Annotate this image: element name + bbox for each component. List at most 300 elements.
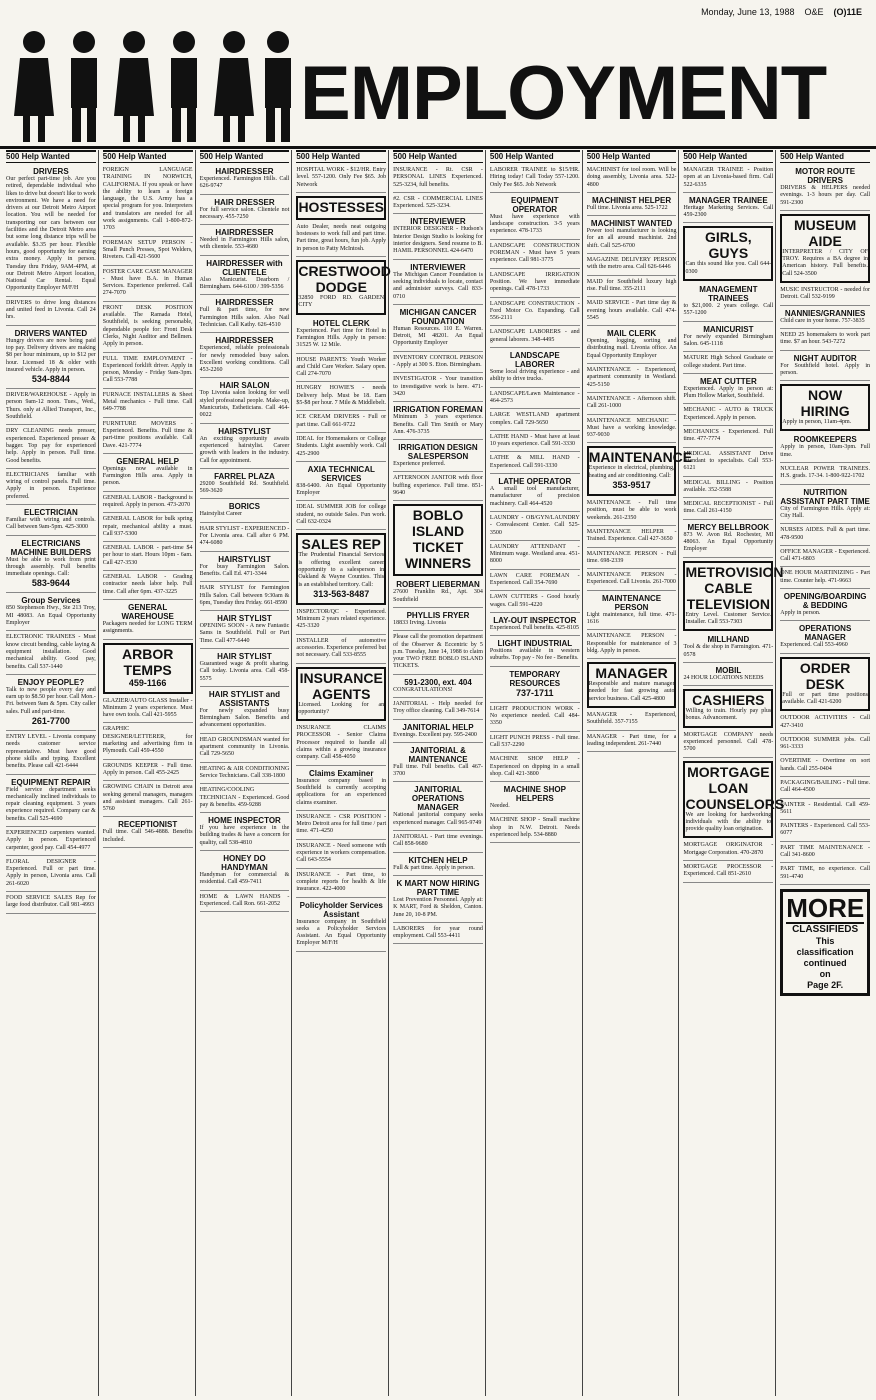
classified-ad — [393, 216, 483, 259]
ad-headline: MOTOR ROUTE DRIVERS — [795, 167, 856, 185]
classified-ad — [490, 454, 580, 474]
ad-headline: DRIVERS WANTED — [14, 328, 88, 338]
classified-ad — [296, 724, 386, 765]
classified-ad — [780, 623, 870, 653]
ad-body: MECHANIC - AUTO & TRUCK Experienced. Apply in person. — [683, 407, 774, 421]
ad-body: Hungry drivers are now being paid top pay. Delivery drivers are making $8 per hour minimum, up to $12 per hour. Licensed 18 & older with insured vehicle. Apply in person. — [6, 337, 96, 373]
issue-date: Monday, June 13, 1988 — [701, 7, 795, 17]
classified-ad — [6, 894, 96, 914]
classified-ad — [6, 858, 96, 892]
classified-ad — [490, 300, 580, 327]
classified-ad — [393, 404, 483, 440]
classified-ad — [103, 268, 193, 302]
classified-ad — [103, 725, 193, 759]
classified-ad — [587, 446, 693, 496]
ad-body: OUTDOOR SUMMER jobs. Call 961-3333 — [780, 736, 871, 751]
classified-ad — [200, 554, 290, 583]
ad-headline: MANAGER — [595, 665, 668, 682]
classified-ad — [393, 610, 483, 631]
ad-headline: LANDSCAPE LABORER — [509, 351, 560, 370]
ad-headline: MUSEUM AIDE — [794, 216, 857, 249]
ad-headline: Policyholder Services Assistant — [299, 900, 383, 919]
classified-ad — [780, 714, 870, 734]
classified-ad — [393, 633, 483, 674]
section-label: 500 Help Wanted — [490, 150, 580, 163]
ad-body: HOME & LAWN HANDS - Experienced. Call Ron. 661-2052 — [199, 893, 290, 907]
ad-headline: GENERAL WAREHOUSE — [121, 602, 174, 621]
classified-ad — [683, 841, 773, 861]
classified-ad — [683, 376, 773, 405]
ad-body: HOUSE PARENTS: Youth Worker and Child Care Worker. Salary open. Call 274-7070 — [296, 356, 387, 378]
classified-ad — [780, 526, 870, 546]
classified-ad — [393, 878, 483, 923]
ad-body: LARGE WESTLAND apartment complex. Call 729-5650 — [489, 412, 580, 426]
ad-headline: ENJOY PEOPLE? — [17, 677, 85, 687]
classified-ad — [490, 328, 580, 348]
ad-headline: LIGHT INDUSTRIAL — [497, 639, 573, 649]
ad-body: Apply in person. — [780, 610, 821, 617]
classified-columns — [4, 150, 872, 1396]
classified-ad — [200, 380, 290, 423]
ad-body: Responsible and mature manager needed for fast growing auto service business. Call 425-4800 — [588, 681, 675, 702]
ad-body: PART TIME MAINTENANCE - Call 341-8600 — [780, 844, 871, 859]
ad-body: Field service department seeks mechanically inclined individuals to repair cleaning equipment. 3 years experience required. Company car & benefits. Call 525-4690 — [6, 786, 96, 822]
classified-ad — [683, 500, 773, 520]
classified-column — [294, 150, 389, 1396]
classified-ad — [103, 456, 193, 492]
classified-ad — [6, 507, 96, 536]
ad-headline: MICHIGAN CANCER FOUNDATION — [399, 307, 477, 326]
ad-body: ICE CREAM DRIVERS - Full or part time. Call 661-9722 — [296, 414, 387, 428]
ad-body: LAUNDRY - OB/GYN/LAUNDRY - Convalescent Center. Call 525-3500 — [489, 514, 580, 536]
ad-body: LANDSCAPE LABORERS - and general laborers. 348-4495 — [489, 329, 580, 343]
ad-body: GROUNDS KEEPER - Full time. Apply in person. Call 455-2425 — [102, 762, 193, 776]
ad-body: 24 HOUR LOCATIONS NEEDS — [683, 674, 764, 681]
ad-body: Insurance company in Southfield seeks a Policyholder Services Assistant. An Equal Opportunity Employer M/F/H — [296, 918, 387, 947]
classified-ad — [587, 571, 677, 591]
classified-ad — [6, 633, 96, 674]
classified-ad — [490, 242, 580, 269]
ad-phone: 459-1166 — [128, 677, 167, 688]
ad-body: INVESTIGATOR - Your transition to investigative work is here. 471-3420 — [393, 376, 483, 397]
section-label: 500 Help Wanted — [780, 150, 870, 163]
ad-body: INSTALLER of automotive accessories. Experience preferred but not necessary. Call 533-8555 — [296, 637, 387, 659]
classified-ad — [103, 355, 193, 389]
classified-ad — [393, 474, 483, 501]
ad-headline: ROOMKEEPERS — [793, 435, 857, 445]
classified-ad — [587, 593, 677, 631]
section-label: 500 Help Wanted — [683, 150, 773, 163]
ad-body: Handyman for commercial & residential. Call 459-7411 — [199, 872, 290, 886]
classified-ad — [780, 657, 870, 712]
classified-ad — [587, 256, 677, 276]
ad-headline: EQUIPMENT OPERATOR — [511, 195, 559, 214]
ad-body: Top Livonia salon looking for well styled professional people. Make-up, Manicurists, Estheticians. Call 464-0022 — [199, 390, 290, 419]
ad-body: Full time. Full benefits. Call 467-3700 — [393, 763, 483, 778]
classified-ad — [103, 420, 193, 454]
ad-body: PAINTERS - Experienced. Call 553-6077 — [780, 823, 871, 837]
ad-body: MACHINE SHOP - Small machine shop in N.W. Detroit. Needs experienced help. 534-8880 — [489, 817, 580, 839]
classified-ad — [103, 819, 193, 848]
ad-headline: ROBERT LIEBERMAN — [396, 580, 480, 590]
classified-ad — [296, 813, 386, 840]
classified-ad — [490, 433, 580, 453]
classified-ad — [780, 822, 870, 842]
ad-headline: TEMPORARY RESOURCES — [509, 669, 561, 688]
ad-body: NEED 25 homemakers to work part time. $7 an hour. 543-7272 — [780, 331, 871, 346]
classified-ad — [683, 450, 773, 477]
ad-body: MAINTENANCE PERSON - Full time. 698-2339 — [586, 550, 677, 564]
ad-body: Minimum 3 years experience. Benefits. Call Tim Smith or Mary Ann. 476-3735 — [393, 414, 483, 435]
section-label: 500 Help Wanted — [200, 150, 290, 163]
ad-headline: IRRIGATION DESIGN SALESPERSON — [398, 443, 478, 462]
more-title: MORE — [786, 892, 865, 923]
masthead — [0, 24, 876, 149]
ad-body: ELECTRICIANS familiar with wiring of control panels. Full time. Apply in person. Experience preferred. — [6, 471, 96, 500]
classified-ad — [780, 331, 870, 351]
ad-headline: HAIRDRESSER — [215, 298, 274, 308]
ad-body: to $21,000. 2 years college. Call 557-1200 — [683, 303, 774, 317]
ad-headline: HAIR STYLIST and ASSISTANTS — [208, 689, 281, 708]
ad-headline: HAIR SALON — [219, 381, 270, 391]
ad-body: MANAGER TRAINEE - Position open at an Livonia-based firm. Call 522-6335 — [683, 167, 774, 188]
ad-body: HAIR STYLIST for Farmington Hills Salon. Call between 9:30am & 6pm, Tuesday thru Friday. 661-8590 — [199, 585, 290, 606]
ad-headline: HAIRSTYLIST — [218, 426, 271, 436]
classified-ad — [393, 195, 483, 215]
ad-body: Apply in person, 11am-4pm. — [782, 419, 852, 426]
classified-ad — [6, 733, 96, 774]
classified-ad — [780, 214, 870, 283]
ad-body: We are looking for hardworking individuals with the ability to provide quality loan origination. — [685, 811, 772, 833]
classified-ad — [393, 722, 483, 743]
ad-body: INTERPRETER / CITY OF TROY. Requires a BA degree in American history. Full benefits. Call 524-3500 — [782, 248, 869, 277]
classified-ad — [587, 550, 677, 570]
classified-ad — [296, 318, 386, 354]
classified-ad — [6, 538, 96, 594]
classified-ad — [393, 700, 483, 720]
ad-body: 838-6400. An Equal Opportunity Employer — [296, 482, 387, 497]
ad-body: MORTGAGE COMPANY needs experienced personnel. Call 478-5700 — [683, 731, 774, 753]
classified-ad — [200, 893, 290, 913]
ad-body: LANDSCAPE CONSTRUCTION - Ford Motor Co. Expanding. Call 556-2111 — [489, 300, 580, 322]
ad-body: Also Manicurist. Dearborn / Birmingham. 644-6100 / 399-5356 — [199, 276, 290, 291]
ad-body: INSURANCE - CSR POSITION - Metro Detroit area for full time / part time. 471-4250 — [296, 813, 387, 835]
ad-body: MORTGAGE PROCESSOR - Experienced. Call 851-2610 — [683, 864, 774, 878]
ad-body: MAINTENANCE - Full time position, must be able to work weekends. 261-2350 — [586, 500, 677, 521]
classified-ad — [200, 197, 290, 226]
classified-ad — [393, 833, 483, 853]
ad-body: OFFICE MANAGER - Experienced. Call 471-6803 — [780, 548, 871, 563]
ad-headline: MOBIL — [715, 665, 742, 675]
ad-body: PAINTER - Residential. Call 459-5611 — [780, 801, 871, 815]
ad-body: Full or part time positions available. Call 421-6200 — [782, 691, 869, 705]
ad-body: MAINTENANCE MECHANIC - Must have a working knowledge. 937-9030 — [586, 417, 677, 439]
classified-ad — [6, 166, 96, 297]
classified-ad — [296, 413, 386, 433]
ad-body: AFTERNOON JANITOR with floor buffing experience. Full time. 851-9640 — [393, 475, 483, 497]
ad-body: HEATING & AIR CONDITIONING Service Technicians. Call 338-1800 — [199, 765, 290, 779]
classified-ad — [683, 761, 785, 839]
classified-ad — [490, 476, 580, 512]
classified-ad — [393, 504, 483, 576]
classified-ad — [780, 779, 870, 799]
ad-body: GENERAL LABOR for bulk spring repair, mechanical ability a must. Call 937-5300 — [102, 516, 193, 537]
classified-ad — [200, 765, 290, 785]
ad-headline: INSURANCE AGENTS — [299, 669, 383, 702]
ad-body: 850 Stephenson Hwy., Ste 213 Troy, MI 48083. An Equal Opportunity Employer — [6, 605, 96, 627]
classified-ad — [780, 591, 870, 621]
classified-ad — [200, 736, 290, 763]
ad-body: National janitorial company seeks experienced manager. Call 965-9749 — [393, 812, 483, 826]
ad-body: Opening, logging, sorting and distributing mail. Livonia office. An Equal Opportunity Employer — [586, 338, 677, 359]
classified-ad — [490, 669, 580, 703]
classified-ad — [780, 865, 870, 885]
ad-headline: METROVISION CABLE TELEVISION — [685, 563, 784, 612]
ad-body: IDEAL SUMMER JOB for college student, no outside Sales. Fun work. Call 632-0324 — [296, 504, 387, 526]
ad-body: GENERAL LABOR - part-time $4 per hour to start. Hours 10pm - 6am. Call 427-3530 — [102, 545, 193, 566]
classified-ad — [6, 829, 96, 856]
classified-ad — [200, 815, 290, 851]
ad-body: Experience in electrical, plumbing, heating and air conditioning. Call: — [588, 465, 675, 479]
ad-body: ENTRY LEVEL - Livonia company needs customer service representative. Must have good phone skills and typing. Excellent benefits. Please call 421-6444 — [6, 734, 96, 770]
classified-ad — [200, 335, 290, 378]
ad-headline: BOBLO ISLAND TICKET WINNERS — [404, 507, 472, 572]
classified-ad — [683, 561, 784, 632]
ad-headline: LAY-OUT INSPECTOR — [493, 615, 577, 625]
ad-headline: MAIL CLERK — [606, 329, 657, 339]
classified-ad — [683, 634, 773, 663]
classified-ad — [103, 783, 193, 817]
ad-body: Some local driving experience - and ability to drive trucks. — [489, 369, 580, 383]
classified-ad — [780, 801, 870, 821]
ad-body: FRONT DESK POSITION available. The Ramada Hotel, Southfield, is seeking personable, dependable people for: Front Desk Clerks, Night Auditor and Bellmen. Apply in person. — [102, 304, 193, 348]
classified-ad — [103, 515, 193, 542]
classified-ad — [200, 471, 290, 500]
classified-column — [198, 150, 293, 1396]
ad-headline: MERCY BELLBROOK — [687, 522, 770, 532]
ad-body: LAUNDRY ATTENDANT - Minimum wage. Westland area. 451-8000 — [489, 543, 580, 565]
ad-headline: HAIRDRESSER — [215, 336, 274, 346]
ad-headline: INTERVIEWER — [410, 262, 466, 272]
classified-ad — [490, 166, 580, 193]
classified-ad — [587, 711, 677, 731]
classified-column — [101, 150, 196, 1396]
ad-body: HEAD GROUNDSMAN wanted for apartment community in Livonia. Call 729-5650 — [199, 736, 290, 758]
classified-ad — [490, 572, 580, 592]
ad-body: INSURANCE - Rt. CSR - PERSONAL LINES Experienced. 525-3234, full benefits. — [393, 167, 483, 188]
ad-body: MACHINE SHOP HELP - Experienced on dipping in a small shop. Call 421-3800 — [489, 756, 580, 777]
classified-ad — [296, 356, 386, 383]
edition-label: O&E — [804, 7, 824, 17]
ad-headline: K MART NOW HIRING PART TIME — [396, 878, 480, 897]
ad-body: Evenings. Excellent pay. 595-2400 — [393, 731, 477, 738]
classified-ad — [296, 637, 386, 664]
ad-body: For busy Farmington Salon. Benefits. Call Ed. 471-3344 — [199, 563, 290, 577]
ad-headline: PHYLLIS FRYER — [406, 610, 470, 620]
ad-body: Human Resources. 110 E. Warren. Detroit, MI 48201. An Equal Opportunity Employer — [393, 325, 483, 347]
ad-body: INVENTORY CONTROL PERSON - Apply at 300 S. Eton. Birmingham. — [393, 354, 483, 369]
classified-ad — [200, 501, 290, 522]
ad-phone: 583-9644 — [31, 578, 70, 589]
classified-ad — [780, 844, 870, 864]
classified-column — [391, 150, 486, 1396]
ad-body: FOREMAN SETUP PERSON - Small Punch Presses, Spot Welders, Riveters. Call 421-5600 — [102, 239, 193, 261]
classified-ad — [296, 166, 386, 193]
classified-ad — [683, 479, 773, 499]
ad-body: 27600 Franklin Rd., Apt. 304 Southfield — [393, 589, 483, 603]
classified-ad — [296, 435, 386, 462]
ad-body: For newly expanded Birmingham Salon. 645-1118 — [683, 333, 774, 347]
classified-ad — [393, 166, 483, 193]
ad-body: MECHANICS - Experienced. Full time. 477-7774 — [683, 429, 774, 443]
ad-body: Familiar with wiring and controls. Call between 9am-5pm. 425-3000 — [6, 516, 96, 531]
ad-headline: HONEY DO HANDYMAN — [221, 854, 268, 873]
classified-ad — [6, 299, 96, 326]
ad-body: DRY CLEANING needs presser, experienced. Experienced presser & bagger. Top pay for experienced help. Apply in person. Full time. Good benefits. — [6, 428, 96, 464]
ad-body: Can this sound like you. Call 644-0300 — [685, 261, 772, 275]
ad-body: 29200 Southfield Rd. Southfield. 569-3620 — [199, 480, 290, 495]
page-number: (O)11E — [833, 7, 862, 17]
ad-body: LAWN CUTTERS - Good hourly wages. Call 591-4220 — [489, 594, 580, 608]
ad-phone: 353-9517 — [612, 480, 651, 491]
ad-body: 18833 Irving. Livonia — [393, 619, 446, 626]
classified-ad — [490, 543, 580, 570]
ad-body: MEDICAL BILLING - Position available. 352-5588 — [683, 479, 774, 493]
classified-ad — [200, 525, 290, 552]
ad-body: Experience preferred. — [393, 461, 446, 468]
classified-ad — [296, 384, 386, 411]
ad-headline: NUTRITION ASSISTANT PART TIME — [780, 487, 870, 506]
ad-headline: SALES REP — [301, 536, 381, 553]
ad-body: MORTGAGE ORIGINATOR - Mortgage Corporation. 470-2870 — [683, 842, 774, 856]
ad-body: Positions available in western suburbs. Top pay - No fee - Benefits. — [489, 648, 580, 662]
ad-headline: Group Services — [21, 596, 81, 606]
ad-headline: OPERATIONS MANAGER — [798, 624, 852, 643]
classified-ad — [780, 736, 870, 756]
classified-ad — [296, 871, 386, 898]
ad-body: INTERIOR DESIGNER - Hudson's Interior Design Studio is looking for interior designers. Send resume to B. HAMIL PERSONNEL 424-6470 — [393, 226, 483, 255]
classified-ad — [103, 544, 193, 571]
ad-headline: HAIRDRESSER — [215, 167, 274, 176]
ad-body: Light maintenance, full time. 471-1616 — [586, 611, 677, 625]
ad-body: INSURANCE - Need someone with experience in workers compensation. Call 643-5554 — [296, 842, 387, 864]
classified-ad — [103, 573, 193, 600]
classified-ad — [587, 662, 677, 708]
ad-body: GROWING CHAIN in Detroit area seeking general managers, managers and assistant managers. Call 261-5760 — [102, 784, 193, 813]
ad-body: MAINTENANCE PERSON - Responsible for maintenance of 3 bldg. Apply in person. — [586, 633, 677, 654]
ad-body: Experienced. Call 553-4960 — [780, 642, 848, 649]
classified-ad — [683, 665, 773, 686]
ad-body: Tool & die shop in Farmington. 471-0578 — [683, 644, 774, 658]
ad-body: Needed in Farmington Hills salon, with clientele. 553-4680 — [199, 237, 290, 251]
classified-ad — [587, 195, 677, 216]
classified-ad — [490, 390, 580, 410]
ad-body: LABORERS for year round employment. Call 553-4411 — [393, 925, 483, 940]
ad-body: FURNITURE MOVERS - Experienced. Benefits. Full time & part-time positions available. Call Dave. 421-7774 — [102, 420, 193, 449]
ad-headline: HAIR STYLIST — [217, 614, 272, 624]
ad-headline: EQUIPMENT REPAIR — [11, 777, 91, 787]
ad-headline: ELECTRICIANS MACHINE BUILDERS — [10, 538, 92, 557]
classified-ad — [296, 260, 391, 315]
ad-body: The Michigan Cancer Foundation is seeking individuals to locate, contact and administer surveys. Call 833-0710 — [393, 271, 483, 300]
classified-ad — [587, 733, 677, 753]
ad-body: Full & part time. Apply in person. — [393, 864, 475, 871]
classified-column — [4, 150, 99, 1396]
classified-ad — [780, 384, 870, 431]
classified-ad — [6, 328, 96, 389]
ad-body: Licensed. Looking for an opportunity? — [298, 701, 385, 715]
classified-ad — [780, 757, 870, 777]
classified-ad — [490, 705, 580, 732]
ad-body: MATURE High School Graduate or college student. Part time. — [683, 355, 774, 369]
classified-ad — [587, 366, 677, 393]
classified-ad — [103, 762, 193, 782]
ad-headline: DRIVERS — [33, 167, 69, 176]
section-label: 500 Help Wanted — [6, 150, 96, 163]
classified-ad — [587, 632, 677, 659]
ad-body: GENERAL LABOR - Background is required. Apply in person. 473-2070 — [102, 494, 193, 508]
section-label: 500 Help Wanted — [587, 150, 677, 163]
ad-body: MUSIC INSTRUCTOR - needed for Detroit. Call 532-9199 — [780, 287, 871, 301]
ad-body: FULL TIME EMPLOYMENT - Experienced forklift driver. Apply in person, Monday - Friday 9am-3pm. Call 553-7788 — [102, 355, 193, 384]
classified-ad — [296, 667, 386, 722]
classified-ad — [780, 487, 870, 525]
more-classifieds-box — [780, 889, 870, 996]
classified-ad — [200, 853, 290, 891]
ad-body: Heritage Marketing Services. Call 459-2300 — [683, 204, 774, 219]
classified-ad — [393, 784, 483, 831]
classified-ad — [200, 227, 290, 256]
ad-headline: GENERAL HELP — [116, 456, 179, 466]
ad-phone: 534-8844 — [31, 374, 70, 385]
ad-body: City of Farmington Hills. Apply at: City Hall. — [780, 505, 871, 519]
ad-body: GENERAL LABOR - Grading contractor needs labor help. Full time. Call after 6pm. 437-3225 — [102, 574, 193, 595]
ad-body: Experienced. Part time for Hotel in Farmington Hills. Apply in person: 31525 W. 12 Mile. — [296, 327, 387, 349]
classified-ad — [200, 426, 290, 469]
ad-headline: HAIRDRESSER — [215, 228, 274, 238]
classified-ad — [393, 745, 483, 783]
ad-body: HAIR STYLIST - EXPERIENCED - For Livonia area. Call after 6 PM. 474-6080 — [199, 525, 290, 547]
ad-body: Willing to train. Hourly pay plus bonus. Advancement. — [685, 708, 772, 722]
ad-headline: MACHINE SHOP HELPERS — [503, 785, 566, 804]
classified-ad — [490, 638, 580, 667]
ad-body: Hairstylist Career — [199, 511, 243, 518]
ad-body: CONGRATULATIONS! — [393, 686, 453, 693]
classified-ad — [200, 786, 290, 813]
ad-body: LANDSCAPE CONSTRUCTION FOREMAN - Must have 5 years experience. Call 981-3775 — [489, 242, 580, 264]
ad-body: JANITORIAL - Part time evenings. Call 858-9680 — [393, 834, 483, 848]
ad-body: INSURANCE - Part time, to complete reports for health & life insurance. 422-4000 — [296, 871, 387, 893]
ad-body: MAID SERVICE - Part time day & evening hours available. Call 474-5545 — [586, 300, 677, 321]
classified-ad — [6, 777, 96, 827]
ad-body: MAINTENANCE HELPER - Trained. Experience. Call 427-3650 — [586, 528, 677, 543]
ad-body: INSURANCE CLAIMS PROCESSOR - Senior Claims Processor required to handle all claims within a growing insurance company. Call 458-4050 — [296, 725, 387, 761]
ad-body: 873 W. Avon Rd. Rochester, MI 48063. An Equal Opportunity Employer — [683, 531, 774, 553]
ad-headline: MORTGAGE LOAN COUNSELORS — [685, 763, 785, 812]
ad-body: Full time. Livonia area. 525-1722 — [586, 204, 668, 211]
ad-phone: 737-1711 — [516, 687, 554, 698]
classified-ad — [296, 768, 386, 811]
classified-ad — [490, 514, 580, 541]
ad-body: DRIVERS & HELPERS needed evenings. 1-3 hours per day. Call 591-2300 — [780, 185, 871, 206]
classified-ad — [780, 434, 870, 463]
ad-body: FOSTER CARE CASE MANAGER - Must have B.A. in Human Services. Experience preferred. Call 274-7070 — [102, 268, 193, 297]
ad-body: LANDSCAPE IRRIGATION Position. We have immediate openings. Call 478-1733 — [489, 271, 580, 293]
ad-body: MANAGER - Part time, for a leading independent. 261-7440 — [586, 733, 677, 747]
ad-headline: IRRIGATION FOREMAN — [393, 405, 483, 415]
classified-ad — [103, 239, 193, 266]
ad-body: HEATING/COOLING TECHNICIAN - Experienced. Good pay & benefits. 459-9288 — [199, 787, 290, 808]
